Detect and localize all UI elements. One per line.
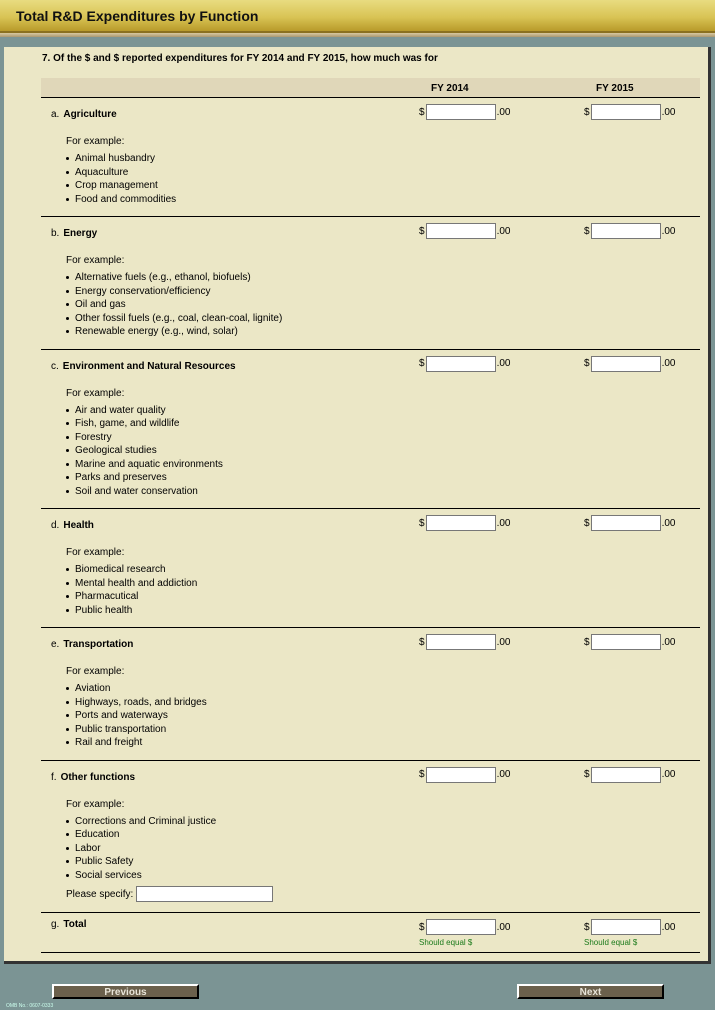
cents-suffix: .00 xyxy=(661,106,676,118)
row-letter: g. xyxy=(51,919,60,930)
example-item: Food and commodities xyxy=(66,193,700,207)
example-item: Crop management xyxy=(66,179,700,193)
next-button[interactable]: Next xyxy=(517,984,664,999)
example-item: Mental health and addiction xyxy=(66,577,700,591)
specify-field xyxy=(41,886,700,902)
function-row xyxy=(41,761,700,914)
cents-suffix: .00 xyxy=(661,921,676,933)
for-example-label: For example: xyxy=(66,547,125,558)
dollar-sign: $ xyxy=(584,921,590,933)
amount-input-fy2015[interactable] xyxy=(591,515,661,531)
amount-input-fy2015[interactable] xyxy=(591,356,661,372)
cents-suffix: .00 xyxy=(661,225,676,237)
amount-fy2015 xyxy=(584,515,675,531)
amount-fy2015 xyxy=(584,767,675,783)
row-title: Transportation xyxy=(63,639,134,650)
example-item: Fish, game, and wildlife xyxy=(66,417,700,431)
example-item: Soil and water conservation xyxy=(66,485,700,499)
dollar-sign: $ xyxy=(584,106,590,118)
example-list xyxy=(41,404,700,499)
dollar-sign: $ xyxy=(584,358,590,369)
amount-input-fy2015[interactable] xyxy=(591,767,661,783)
page-header xyxy=(0,0,715,33)
row-letter: a. xyxy=(51,109,60,120)
amount-fy2014 xyxy=(419,356,510,372)
cents-suffix: .00 xyxy=(661,517,676,529)
example-list xyxy=(41,815,700,883)
amount-input-fy2015[interactable] xyxy=(591,223,661,239)
cents-suffix: .00 xyxy=(496,358,511,369)
example-item: Renewable energy (e.g., wind, solar) xyxy=(66,325,700,339)
amount-fy2014 xyxy=(419,767,510,783)
row-letter: d. xyxy=(51,520,60,531)
row-letter: e. xyxy=(51,639,60,650)
dollar-sign: $ xyxy=(419,636,425,648)
amount-fy2014 xyxy=(419,919,510,935)
example-item: Aviation xyxy=(66,682,700,696)
example-item: Ports and waterways xyxy=(66,709,700,723)
table-header xyxy=(41,78,700,98)
cents-suffix: .00 xyxy=(496,921,511,933)
cents-suffix: .00 xyxy=(496,636,511,648)
example-item: Other fossil fuels (e.g., coal, clean-coal, lignite) xyxy=(66,312,700,326)
total-hint: Should equal $ xyxy=(419,938,473,947)
row-title: Environment and Natural Resources xyxy=(62,360,236,372)
function-row xyxy=(41,628,700,761)
previous-button[interactable]: Previous xyxy=(52,984,199,999)
row-title: Health xyxy=(63,520,94,531)
for-example-label: For example: xyxy=(66,255,125,266)
amount-input-fy2014[interactable] xyxy=(426,515,496,531)
example-item: Public Safety xyxy=(66,855,700,869)
for-example-label: For example: xyxy=(66,136,125,147)
dollar-sign: $ xyxy=(419,358,425,369)
dollar-sign: $ xyxy=(419,106,425,118)
example-item: Aquaculture xyxy=(66,166,700,180)
column-fy2015: FY 2015 xyxy=(596,83,634,94)
row-title: Agriculture xyxy=(63,109,117,120)
dollar-sign: $ xyxy=(419,921,425,933)
amount-fy2015 xyxy=(584,104,675,120)
dollar-sign: $ xyxy=(419,225,425,237)
specify-label: Please specify: xyxy=(66,888,134,900)
function-row xyxy=(41,509,700,628)
amount-fy2014 xyxy=(419,515,510,531)
row-title: Other functions xyxy=(60,771,136,783)
cents-suffix: .00 xyxy=(661,358,676,369)
amount-fy2015 xyxy=(584,634,675,650)
dollar-sign: $ xyxy=(584,225,590,237)
example-item: Forestry xyxy=(66,431,700,445)
amount-input-fy2015[interactable] xyxy=(591,919,661,935)
amount-fy2015 xyxy=(584,356,675,372)
amount-input-fy2014[interactable] xyxy=(426,104,496,120)
expenditure-table xyxy=(41,78,700,953)
example-item: Pharmacutical xyxy=(66,590,700,604)
amount-input-fy2015[interactable] xyxy=(591,634,661,650)
amount-input-fy2014[interactable] xyxy=(426,919,496,935)
amount-input-fy2015[interactable] xyxy=(591,104,661,120)
cents-suffix: .00 xyxy=(661,636,676,648)
row-letter: f. xyxy=(51,771,57,783)
function-row xyxy=(41,98,700,217)
example-item: Highways, roads, and bridges xyxy=(66,696,700,710)
function-row xyxy=(41,217,700,350)
example-item: Animal husbandry xyxy=(66,152,700,166)
row-letter: b. xyxy=(51,228,60,239)
example-item: Education xyxy=(66,828,700,842)
total-hint: Should equal $ xyxy=(584,938,638,947)
header-divider xyxy=(0,33,715,37)
row-title: Energy xyxy=(63,228,98,239)
example-list xyxy=(41,682,700,750)
example-item: Public transportation xyxy=(66,723,700,737)
cents-suffix: .00 xyxy=(496,769,511,780)
example-item: Energy conservation/efficiency xyxy=(66,285,700,299)
dollar-sign: $ xyxy=(419,769,425,780)
row-letter: c. xyxy=(51,360,59,372)
page-title: Total R&D Expenditures by Function xyxy=(16,8,259,24)
cents-suffix: .00 xyxy=(496,517,511,529)
omb-number: OMB No.: 0607-0333 xyxy=(6,1003,54,1009)
function-row xyxy=(41,350,700,510)
example-item: Labor xyxy=(66,842,700,856)
amount-fy2014 xyxy=(419,104,510,120)
for-example-label: For example: xyxy=(66,666,125,677)
example-list xyxy=(41,152,700,206)
amount-fy2015 xyxy=(584,223,675,239)
cents-suffix: .00 xyxy=(496,225,511,237)
example-list xyxy=(41,271,700,339)
column-fy2014: FY 2014 xyxy=(431,83,469,94)
dollar-sign: $ xyxy=(584,636,590,648)
example-item: Social services xyxy=(66,869,700,883)
dollar-sign: $ xyxy=(584,517,590,529)
amount-fy2014 xyxy=(419,634,510,650)
for-example-label: For example: xyxy=(66,798,125,810)
example-item: Marine and aquatic environments xyxy=(66,458,700,472)
question-text: 7. Of the $ and $ reported expenditures for FY 2014 and FY 2015, how much was for xyxy=(42,53,438,64)
example-item: Oil and gas xyxy=(66,298,700,312)
cents-suffix: .00 xyxy=(496,106,511,118)
example-item: Air and water quality xyxy=(66,404,700,418)
dollar-sign: $ xyxy=(419,517,425,529)
example-item: Public health xyxy=(66,604,700,618)
example-item: Geological studies xyxy=(66,444,700,458)
amount-input-fy2014[interactable] xyxy=(426,767,496,783)
dollar-sign: $ xyxy=(584,769,590,780)
amount-input-fy2014[interactable] xyxy=(426,356,496,372)
form-panel xyxy=(4,47,711,964)
example-item: Rail and freight xyxy=(66,736,700,750)
amount-input-fy2014[interactable] xyxy=(426,223,496,239)
cents-suffix: .00 xyxy=(661,769,676,780)
row-title: Total xyxy=(63,919,87,930)
for-example-label: For example: xyxy=(66,387,125,399)
specify-input[interactable] xyxy=(136,886,273,902)
amount-fy2015 xyxy=(584,919,675,935)
example-list xyxy=(41,563,700,617)
amount-fy2014 xyxy=(419,223,510,239)
example-item: Corrections and Criminal justice xyxy=(66,815,700,829)
example-item: Alternative fuels (e.g., ethanol, biofuels) xyxy=(66,271,700,285)
total-row xyxy=(41,913,700,953)
example-item: Parks and preserves xyxy=(66,471,700,485)
amount-input-fy2014[interactable] xyxy=(426,634,496,650)
example-item: Biomedical research xyxy=(66,563,700,577)
